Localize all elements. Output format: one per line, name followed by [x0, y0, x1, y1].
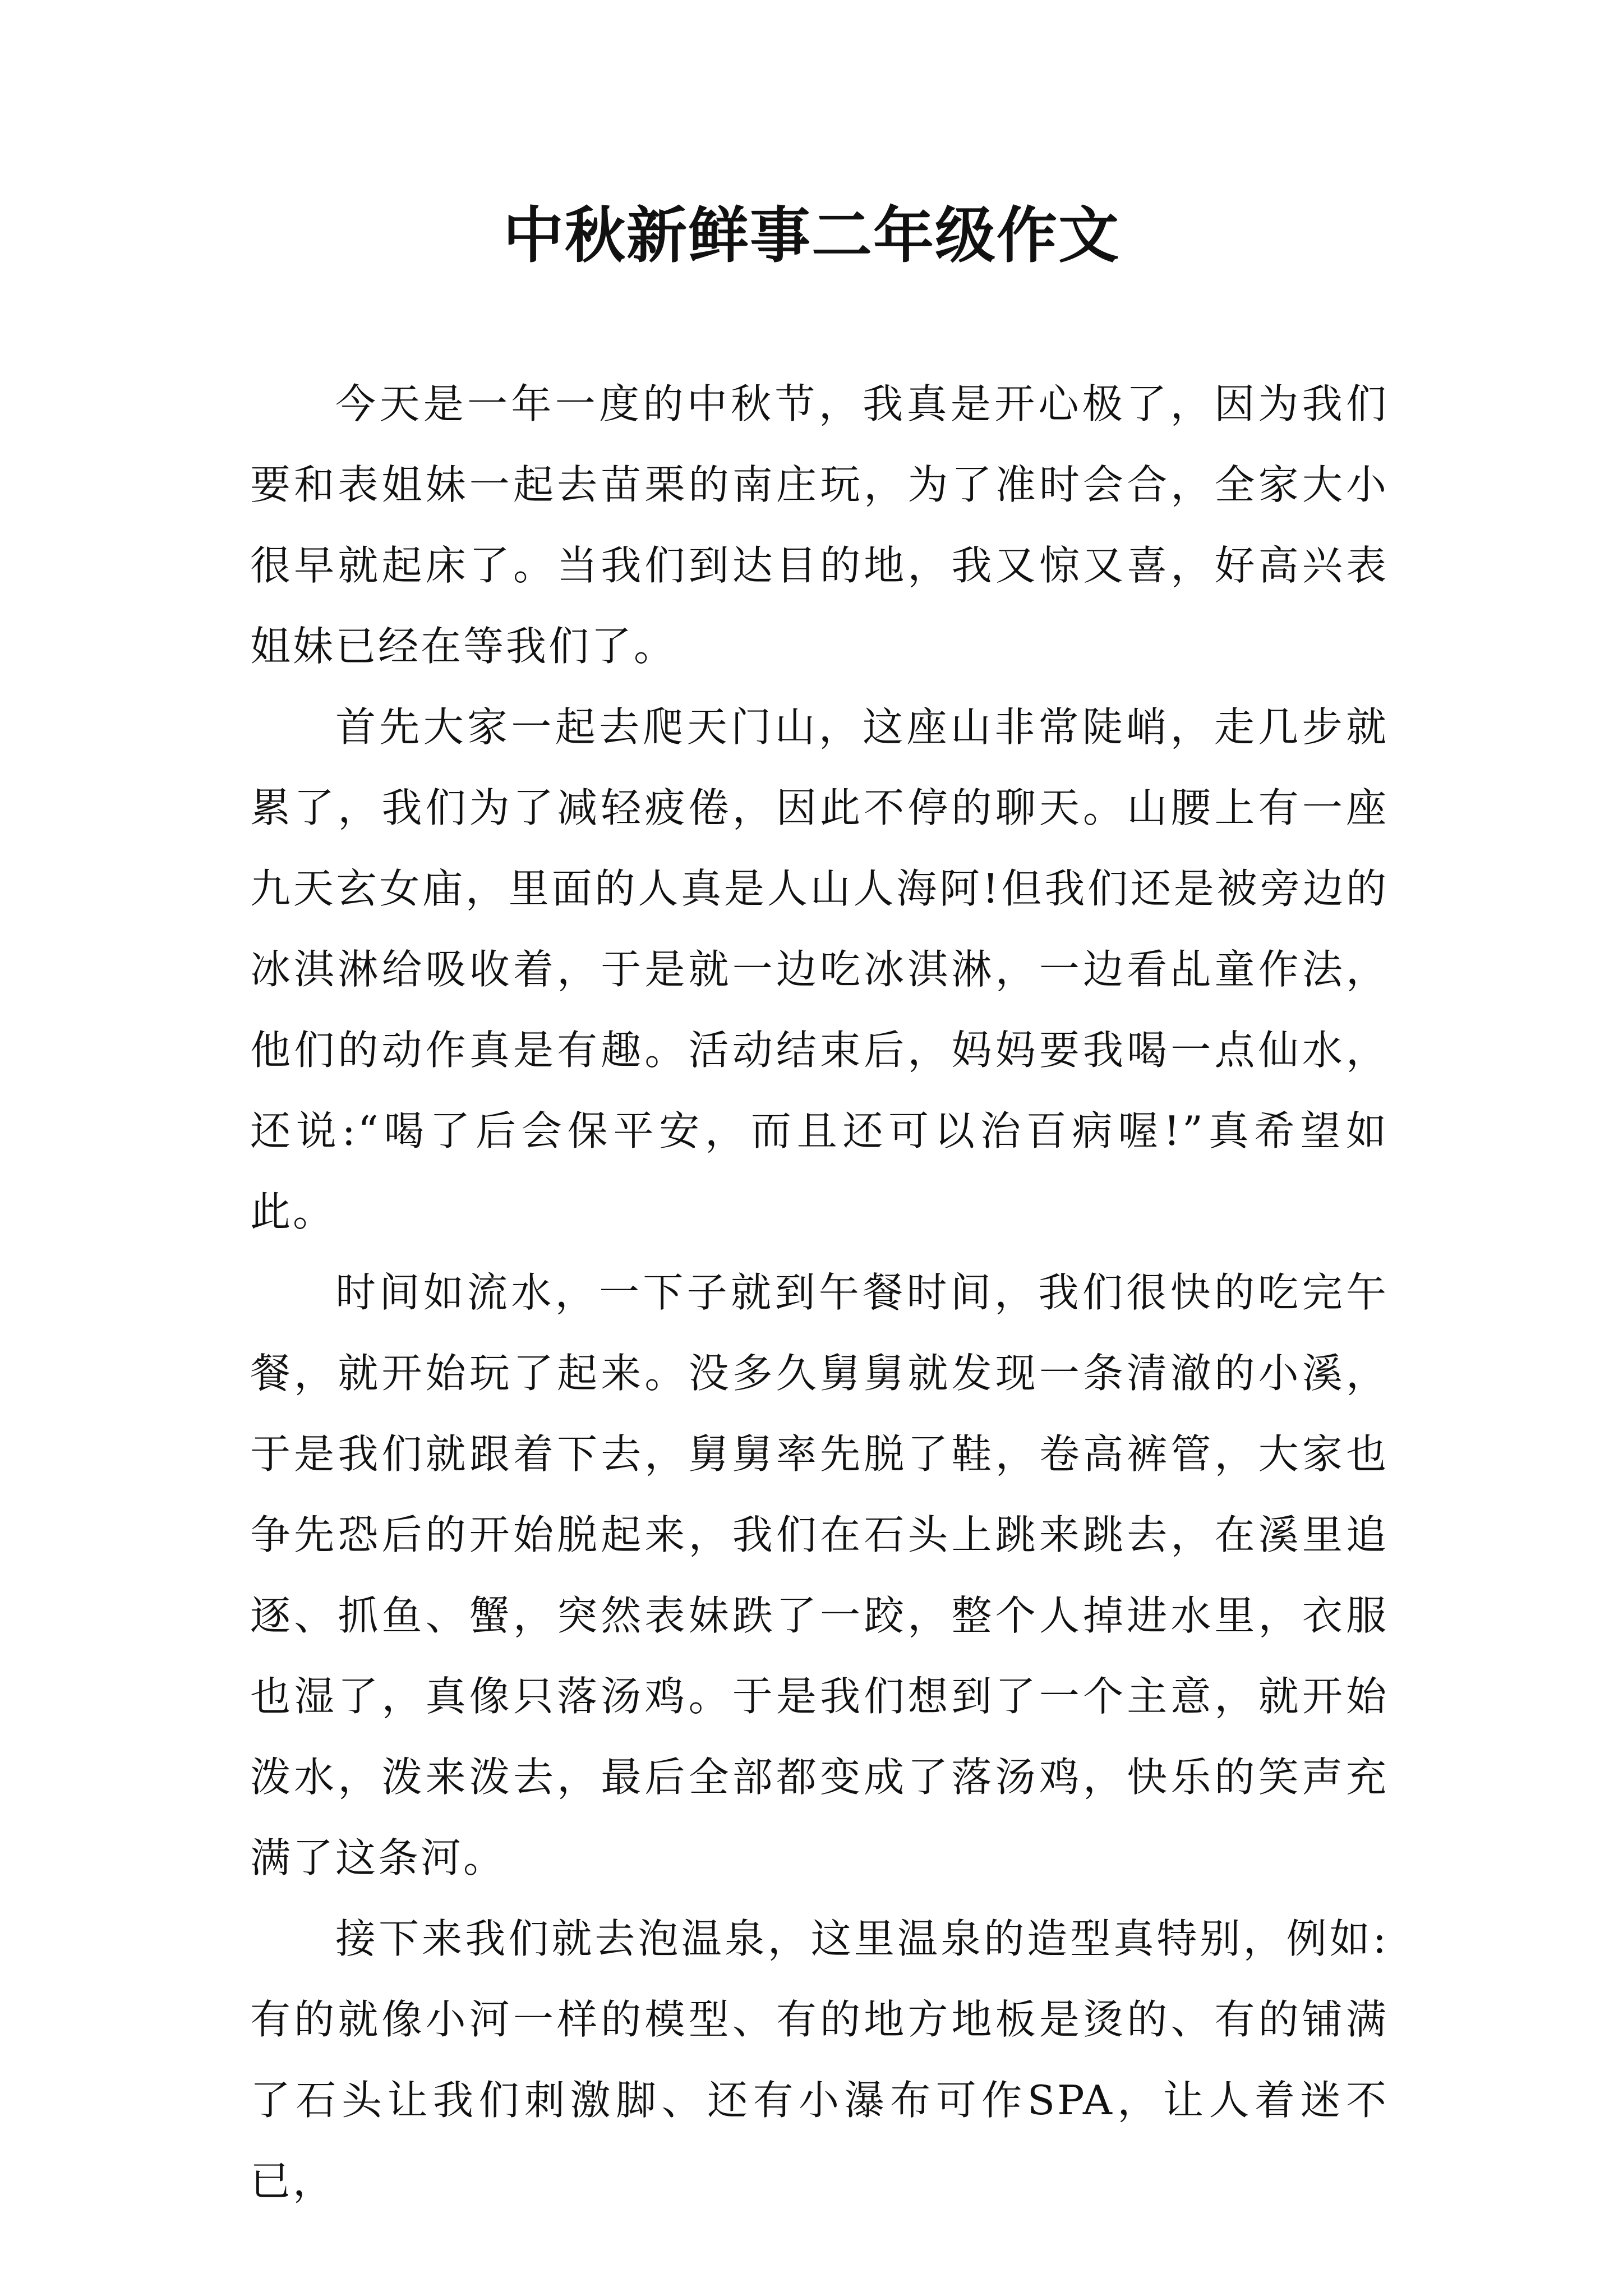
paragraph-2: 首先大家一起去爬天门山，这座山非常陡峭，走几步就累了，我们为了减轻疲倦，因此不停的聊天。山腰上有一座九天玄女庙，里面的人真是人山人海阿!但我们还是被旁边的冰淇淋给吸收着，于是就一边吃冰淇淋，一边看乩童作法，他们的动作真是有趣。活动结束后，妈妈要我喝一点仙水，还说:“喝了后会保平安，而且还可以治百病喔!”真希望如此。 — [250, 703, 1389, 1235]
paragraph-4: 接下来我们就去泡温泉，这里温泉的造型真特别，例如:有的就像小河一样的模型、有的地方地板是烫的、有的铺满了石头让我们刺激脚、还有小瀑布可作SPA，让人着迷不已， — [250, 1915, 1389, 2205]
paragraph-1: 今天是一年一度的中秋节，我真是开心极了，因为我们要和表姐妹一起去苗栗的南庄玩，为了准时会合，全家大小很早就起床了。当我们到达目的地，我又惊又喜，好高兴表姐妹已经在等我们了。 — [250, 380, 1389, 670]
document-body — [250, 364, 1389, 2221]
document-title: 中秋新鲜事二年级作文 — [502, 200, 1120, 271]
paragraph-3: 时间如流水，一下子就到午餐时间，我们很快的吃完午餐，就开始玩了起来。没多久舅舅就发现一条清澈的小溪，于是我们就跟着下去，舅舅率先脱了鞋，卷高裤管，大家也争先恐后的开始脱起来，我们在石头上跳来跳去，在溪里追逐、抓鱼、蟹，突然表妹跌了一跤，整个人掉进水里，衣服也湿了，真像只落汤鸡。于是我们想到了一个主意，就开始泼水，泼来泼去，最后全部都变成了落汤鸡，快乐的笑声充满了这条河。 — [250, 1269, 1389, 1881]
